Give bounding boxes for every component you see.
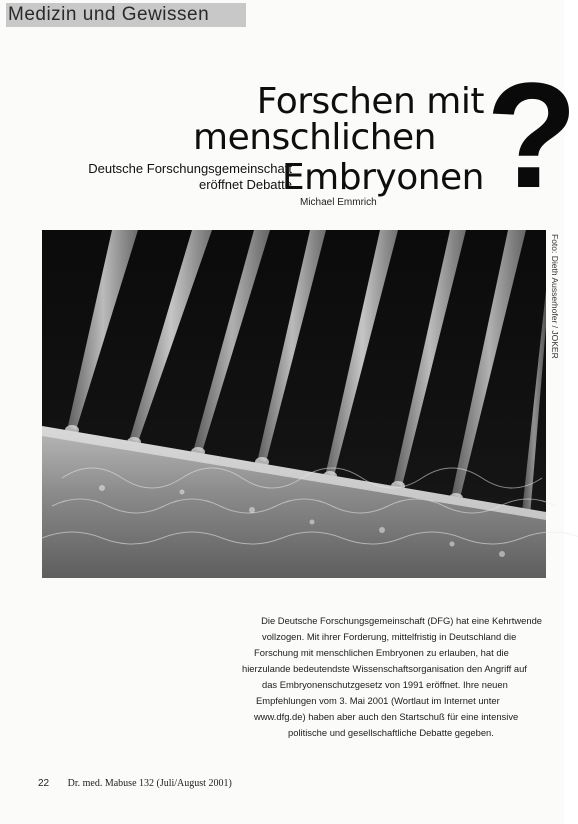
title-line-3: Embryonen xyxy=(281,157,484,198)
subtitle-line-1: Deutsche Forschungsgemeinschaft xyxy=(88,161,292,176)
abstract-line-3: Forschung mit menschlichen Embryonen zu erlauben, hat die xyxy=(254,647,509,658)
section-tag: Medizin und Gewissen xyxy=(6,3,246,27)
abstract-line-2: vollzogen. Mit ihrer Forderung, mittelfristig in Deutschland die xyxy=(262,631,517,642)
page-footer xyxy=(38,778,232,789)
abstract-line-5: das Embryonenschutzgesetz von 1991 eröffnet. Ihre neuen xyxy=(262,679,508,690)
title-line-2: menschlichen xyxy=(193,117,436,158)
subtitle xyxy=(88,161,292,193)
subtitle-line-2: eröffnet Debatte xyxy=(199,177,292,192)
abstract-line-1: Die Deutsche Forschungsgemeinschaft (DFG) hat eine Kehrtwende xyxy=(261,615,542,626)
article-abstract xyxy=(236,613,542,741)
question-mark: ? xyxy=(486,51,578,219)
abstract-line-8: politische und gesellschaftliche Debatte gegeben. xyxy=(288,727,494,738)
abstract-line-4: hierzulande bedeutendste Wissenschaftsorganisation den Angriff auf xyxy=(242,663,527,674)
abstract-line-7: www.dfg.de) haben aber auch den Startschuß für eine intensive xyxy=(254,711,519,722)
micropipette-photo xyxy=(42,230,546,578)
micropipette-illustration xyxy=(42,230,546,578)
photo-credit xyxy=(548,234,560,414)
title-line-1: Forschen mit xyxy=(256,81,484,122)
journal-citation: Dr. med. Mabuse 132 (Juli/August 2001) xyxy=(67,778,232,789)
photo-credit-text: Foto: Dieth Ausserhofer / JOKER xyxy=(550,234,560,359)
abstract-line-6: Empfehlungen vom 3. Mai 2001 (Wortlaut im Internet unter xyxy=(256,695,500,706)
author-name: Michael Emmrich xyxy=(300,197,377,208)
page-number: 22 xyxy=(38,778,50,789)
